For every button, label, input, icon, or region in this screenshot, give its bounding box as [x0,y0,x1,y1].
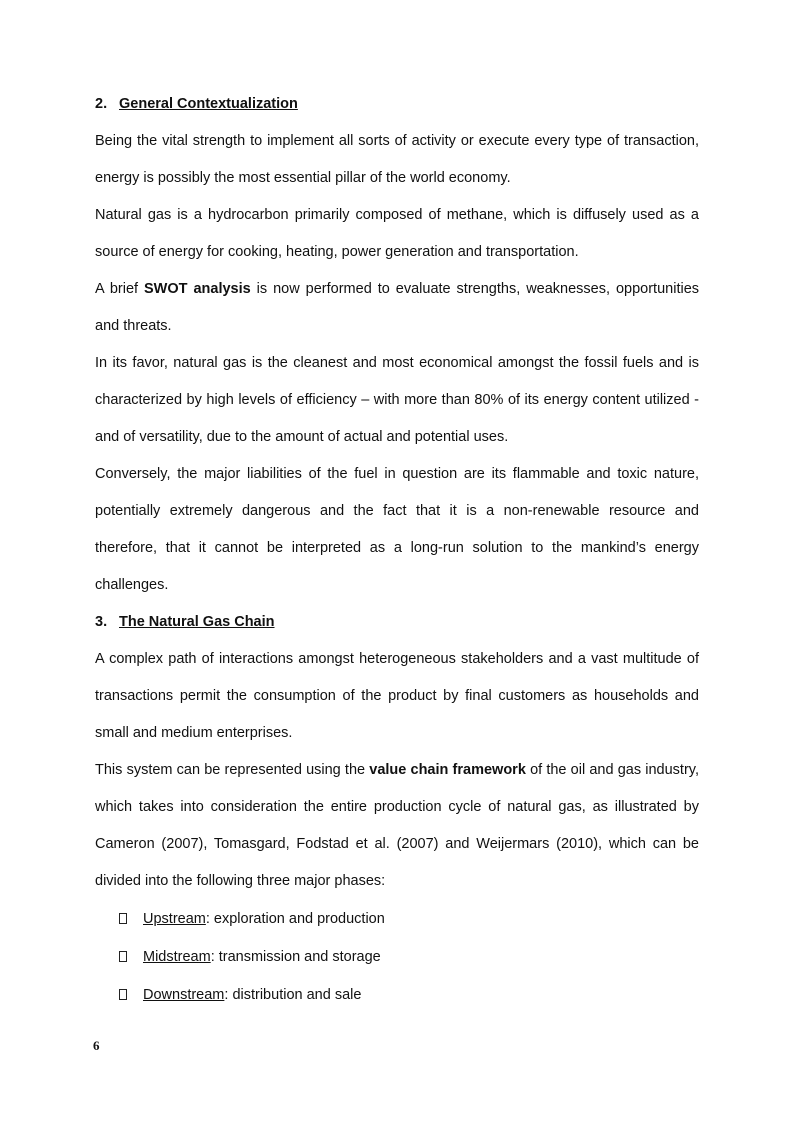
text-run: of the oil and gas industry, which takes into consideration the entire production cycle of natural gas, as illustrated by Cameron (2007), Tomasgard, Fodstad et al. (2007) and Weijermars (2010), which can be divided into the following three major phases: [95,762,699,889]
page-number: 6 [93,1038,100,1053]
page-content [95,86,699,1014]
section-heading-natural-gas-chain [95,604,699,641]
bullet-box-icon [119,913,127,924]
section-title: General Contextualization [119,96,298,112]
paragraph-natural-gas-definition: Natural gas is a hydrocarbon primarily composed of methane, which is diffusely used as a source of energy for cooking, heating, power generation and transportation. [95,207,699,260]
phase-term: Midstream [143,949,211,965]
list-item-midstream [95,938,699,976]
phase-term: Downstream [143,987,225,1003]
bold-term-value-chain: value chain framework [369,762,526,778]
text-run: This system can be represented using the [95,762,370,778]
bullet-box-icon [119,989,127,1000]
bold-term-swot: SWOT analysis [144,281,251,297]
phase-description: : exploration and production [205,911,385,927]
paragraph-strengths: In its favor, natural gas is the cleanest and most economical amongst the fossil fuels and is characterized by high levels of efficiency – with more than 80% of its energy content utilized - and of versatility, due to the amount of actual and potential uses. [95,355,699,445]
phase-list [95,900,699,1014]
list-item-downstream [95,976,699,1014]
paragraph-swot-intro [95,271,699,345]
paragraph-energy-pillar: Being the vital strength to implement all sorts of activity or execute every type of transaction, energy is possibly the most essential pillar of the world economy. [95,133,699,186]
paragraph-value-chain [95,752,699,900]
phase-description: : transmission and storage [210,949,381,965]
paragraph-liabilities: Conversely, the major liabilities of the fuel in question are its flammable and toxic nature, potentially extremely dangerous and the fact that it is a non-renewable resource and therefore, that it cannot be interpreted as a long-run solution to the mankind’s energy challenges. [95,466,699,593]
list-item-upstream [95,900,699,938]
phase-term: Upstream [143,911,206,927]
phase-description: : distribution and sale [224,987,362,1003]
text-run: A brief [95,281,145,297]
section-heading-general-contextualization [95,86,699,123]
paragraph-complex-path: A complex path of interactions amongst heterogeneous stakeholders and a vast multitude of transactions permit the consumption of the product by final customers as households and small and medium enterprises. [95,651,699,741]
text-run: is now performed to evaluate strengths, weaknesses, opportunities and threats. [95,281,700,334]
bullet-box-icon [119,951,127,962]
section-number: 3. [95,614,108,630]
section-number: 2. [95,96,108,112]
section-title: The Natural Gas Chain [119,614,275,630]
